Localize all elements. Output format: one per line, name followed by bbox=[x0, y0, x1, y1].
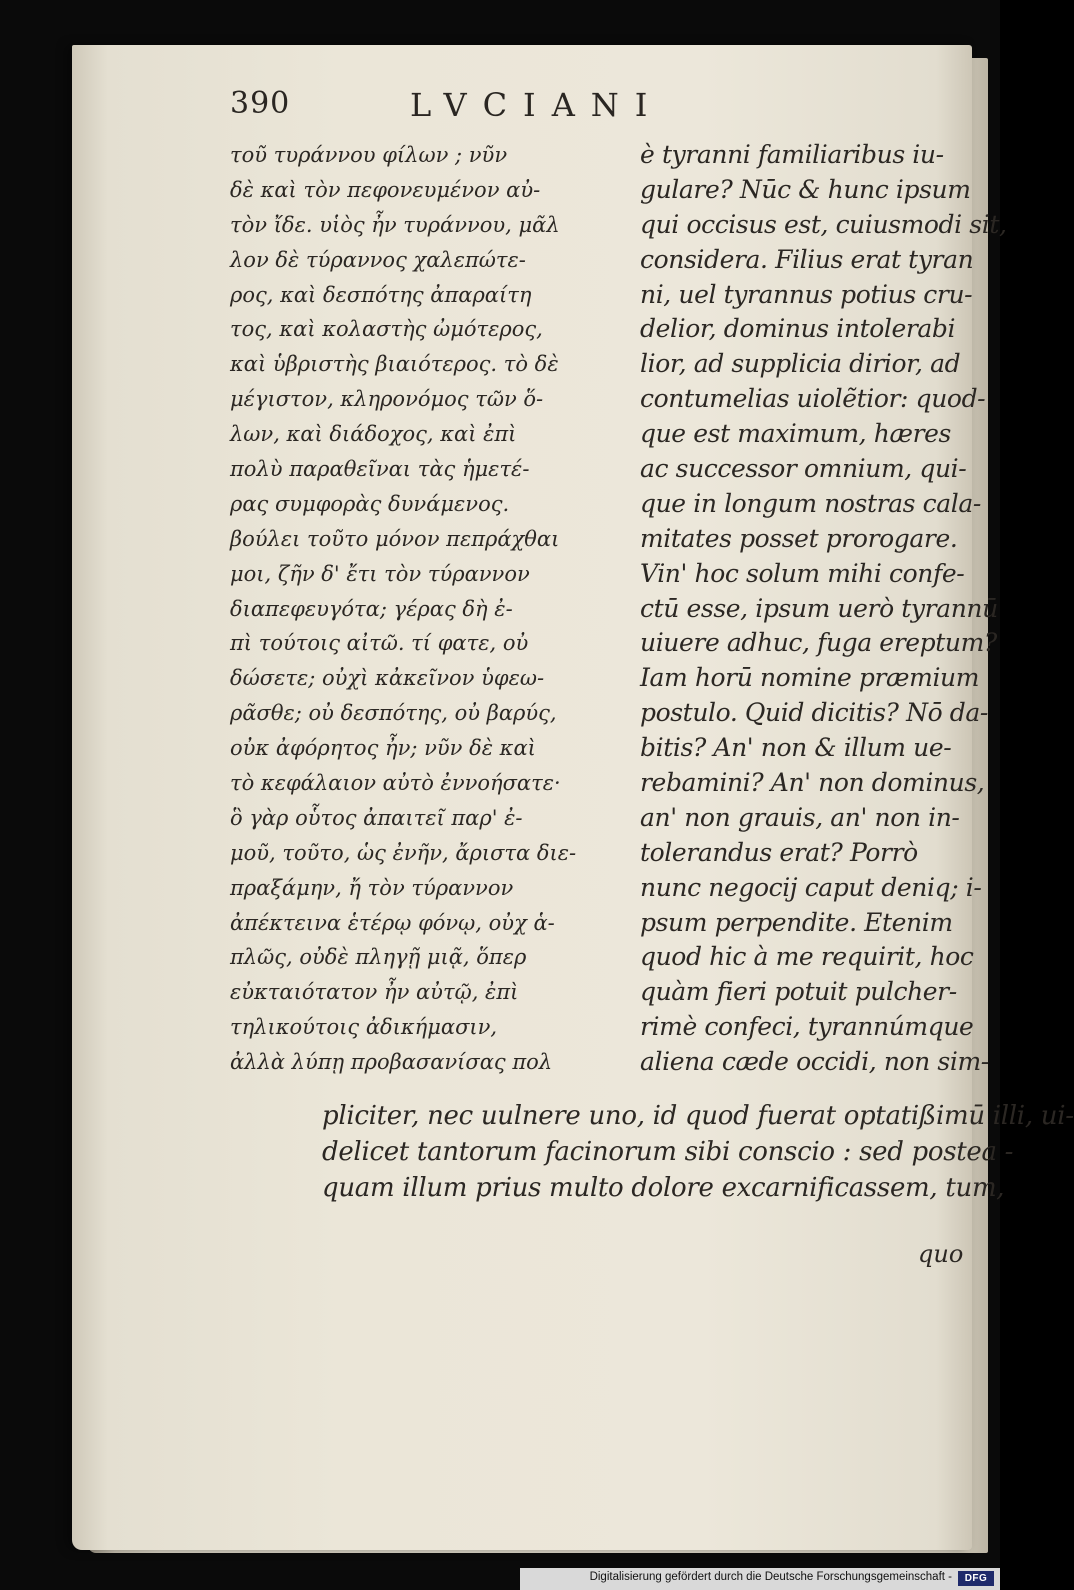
greek-text-line: τὸν ἴδε. υἱὸς ἦν τυράννου, μᾶλ bbox=[230, 212, 560, 237]
greek-text-line: μοῦ, τοῦτο, ὡς ἐνῆν, ἄριστα διε- bbox=[230, 840, 577, 865]
latin-text-line: quàm fieri potuit pulcher- bbox=[640, 977, 957, 1007]
catchword: quo bbox=[918, 1240, 964, 1268]
latin-text-line: gulare? Nūc & hunc ipsum bbox=[640, 174, 971, 204]
greek-text-line: εὐκταιότατον ἦν αὐτῷ, ἐπὶ bbox=[230, 980, 519, 1005]
running-head: LVCIANI bbox=[410, 86, 664, 124]
latin-text-line: ac successor omnium, qui- bbox=[640, 454, 967, 484]
latin-text-line: postulo. Quid dicitis? Nō da- bbox=[640, 698, 988, 728]
greek-text-line: πραξάμην, ἤ τὸν τύραννον bbox=[230, 875, 514, 900]
latin-text-line: considera. Filius erat tyran bbox=[640, 244, 974, 274]
dfg-logo: DFG bbox=[958, 1571, 994, 1586]
latin-text-line: Vin' hoc solum mihi confe- bbox=[640, 558, 965, 588]
greek-text-line: πὶ τούτοις αἰτῶ. τί φατε, οὐ bbox=[230, 631, 529, 656]
latin-text-line: que in longum nostras cala- bbox=[640, 488, 981, 518]
full-width-text-line: pliciter, nec uulnere uno, id quod fuerat optatißimū illi, ui- bbox=[322, 1101, 1074, 1131]
greek-text-line: τηλικούτοις ἀδικήμασιν, bbox=[230, 1015, 498, 1040]
latin-text-line: nunc negocij caput deniq; i- bbox=[640, 872, 982, 902]
greek-text-line: πλῶς, οὐδὲ πληγῇ μιᾷ, ὅπερ bbox=[230, 945, 527, 970]
greek-text-line: τὸ κεφάλαιον αὐτὸ ἐννοήσατε· bbox=[230, 771, 561, 796]
greek-text-line: λων, καὶ διάδοχος, καὶ ἐπὶ bbox=[230, 422, 517, 447]
latin-text-line: ctū esse, ipsum uerò tyrannū bbox=[640, 593, 998, 623]
footer-credit: Digitalisierung gefördert durch die Deutsche Forschungsgemeinschaft - bbox=[589, 1571, 952, 1583]
latin-text-line: psum perpendite. Etenim bbox=[640, 907, 953, 937]
latin-column bbox=[640, 138, 1007, 1080]
greek-text-line: ὃ γὰρ οὗτος ἀπαιτεῖ παρ' ἐ- bbox=[230, 805, 523, 830]
greek-text-line: ἀπέκτεινα ἑτέρῳ φόνῳ, οὐχ ἁ- bbox=[230, 910, 555, 935]
greek-column bbox=[230, 138, 620, 1080]
latin-text-line: contumelias uiolẽtior: quod- bbox=[640, 384, 986, 414]
latin-text-line: mitates posset prorogare. bbox=[640, 523, 958, 553]
greek-text-line: λον δὲ τύραννος χαλεπώτε- bbox=[230, 247, 526, 272]
latin-text-line: delior, dominus intolerabi bbox=[640, 314, 956, 344]
footer-bar bbox=[520, 1568, 1000, 1590]
full-width-text bbox=[322, 1098, 1074, 1206]
greek-text-line: δὲ καὶ τὸν πεφονευμένον αὐ- bbox=[230, 177, 541, 202]
full-width-text-line: quam illum prius multo dolore excarnificassem, tum, bbox=[322, 1173, 1005, 1203]
latin-text-line: Iam horū nomine præmium bbox=[640, 663, 980, 693]
greek-text-line: μέγιστον, κληρονόμος τῶν ὅ- bbox=[230, 387, 544, 412]
greek-text-line: ἀλλὰ λύπῃ προβασανίσας πολ bbox=[230, 1050, 553, 1075]
latin-text-line: quod hic à me requirit, hoc bbox=[640, 942, 974, 972]
latin-text-line: bitis? An' non & illum ue- bbox=[640, 733, 952, 763]
greek-text-line: τοῦ τυράννου φίλων ; νῦν bbox=[230, 143, 508, 167]
greek-text-line: δώσετε; οὐχὶ κἀκεῖνον ὑφεω- bbox=[230, 666, 545, 691]
latin-text-line: aliena cæde occidi, non sim- bbox=[640, 1047, 989, 1077]
page-number: 390 bbox=[230, 86, 291, 121]
latin-text-line: rebamini? An' non dominus, bbox=[640, 768, 985, 798]
page-header bbox=[230, 86, 790, 130]
greek-text-line: βούλει τοῦτο μόνον πεπράχθαι bbox=[230, 526, 560, 551]
latin-text-line: ni, uel tyrannus potius cru- bbox=[640, 279, 973, 309]
latin-text-line: an' non grauis, an' non in- bbox=[640, 802, 960, 832]
latin-text-line: lior, ad supplicia dirior, ad bbox=[640, 349, 961, 379]
greek-text-line: πολὺ παραθεῖναι τὰς ἡμετέ- bbox=[230, 457, 530, 482]
latin-text-line: tolerandus erat? Porrò bbox=[640, 837, 918, 867]
greek-text-line: διαπεφευγότα; γέρας δὴ ἐ- bbox=[230, 596, 513, 621]
latin-text-line: qui occisus est, cuiusmodi sit, bbox=[640, 209, 1007, 239]
greek-text-line: ρᾶσθε; οὐ δεσπότης, οὐ βαρύς, bbox=[230, 701, 557, 726]
greek-text-line: καὶ ὑβριστὴς βιαιότερος. τὸ δὲ bbox=[230, 352, 559, 377]
latin-text-line: uiuere adhuc, fuga ereptum? bbox=[640, 628, 997, 658]
greek-text-line: οὐκ ἀφόρητος ἦν; νῦν δὲ καὶ bbox=[230, 736, 536, 761]
greek-text-line: ρας συμφορὰς δυνάμενος. bbox=[230, 491, 510, 516]
latin-text-line: è tyranni familiaribus iu- bbox=[640, 140, 944, 169]
greek-text-line: ρος, καὶ δεσπότης ἀπαραίτη bbox=[230, 282, 532, 307]
greek-text-line: τος, καὶ κολαστὴς ὠμότερος, bbox=[230, 317, 543, 342]
greek-text-line: μοι, ζῆν δ' ἔτι τὸν τύραννον bbox=[230, 561, 530, 586]
full-width-text-line: delicet tantorum facinorum sibi conscio : sed postea - bbox=[322, 1137, 1014, 1167]
latin-text-line: rimè confeci, tyrannúmque bbox=[640, 1012, 974, 1042]
latin-text-line: que est maximum, hæres bbox=[640, 419, 951, 449]
